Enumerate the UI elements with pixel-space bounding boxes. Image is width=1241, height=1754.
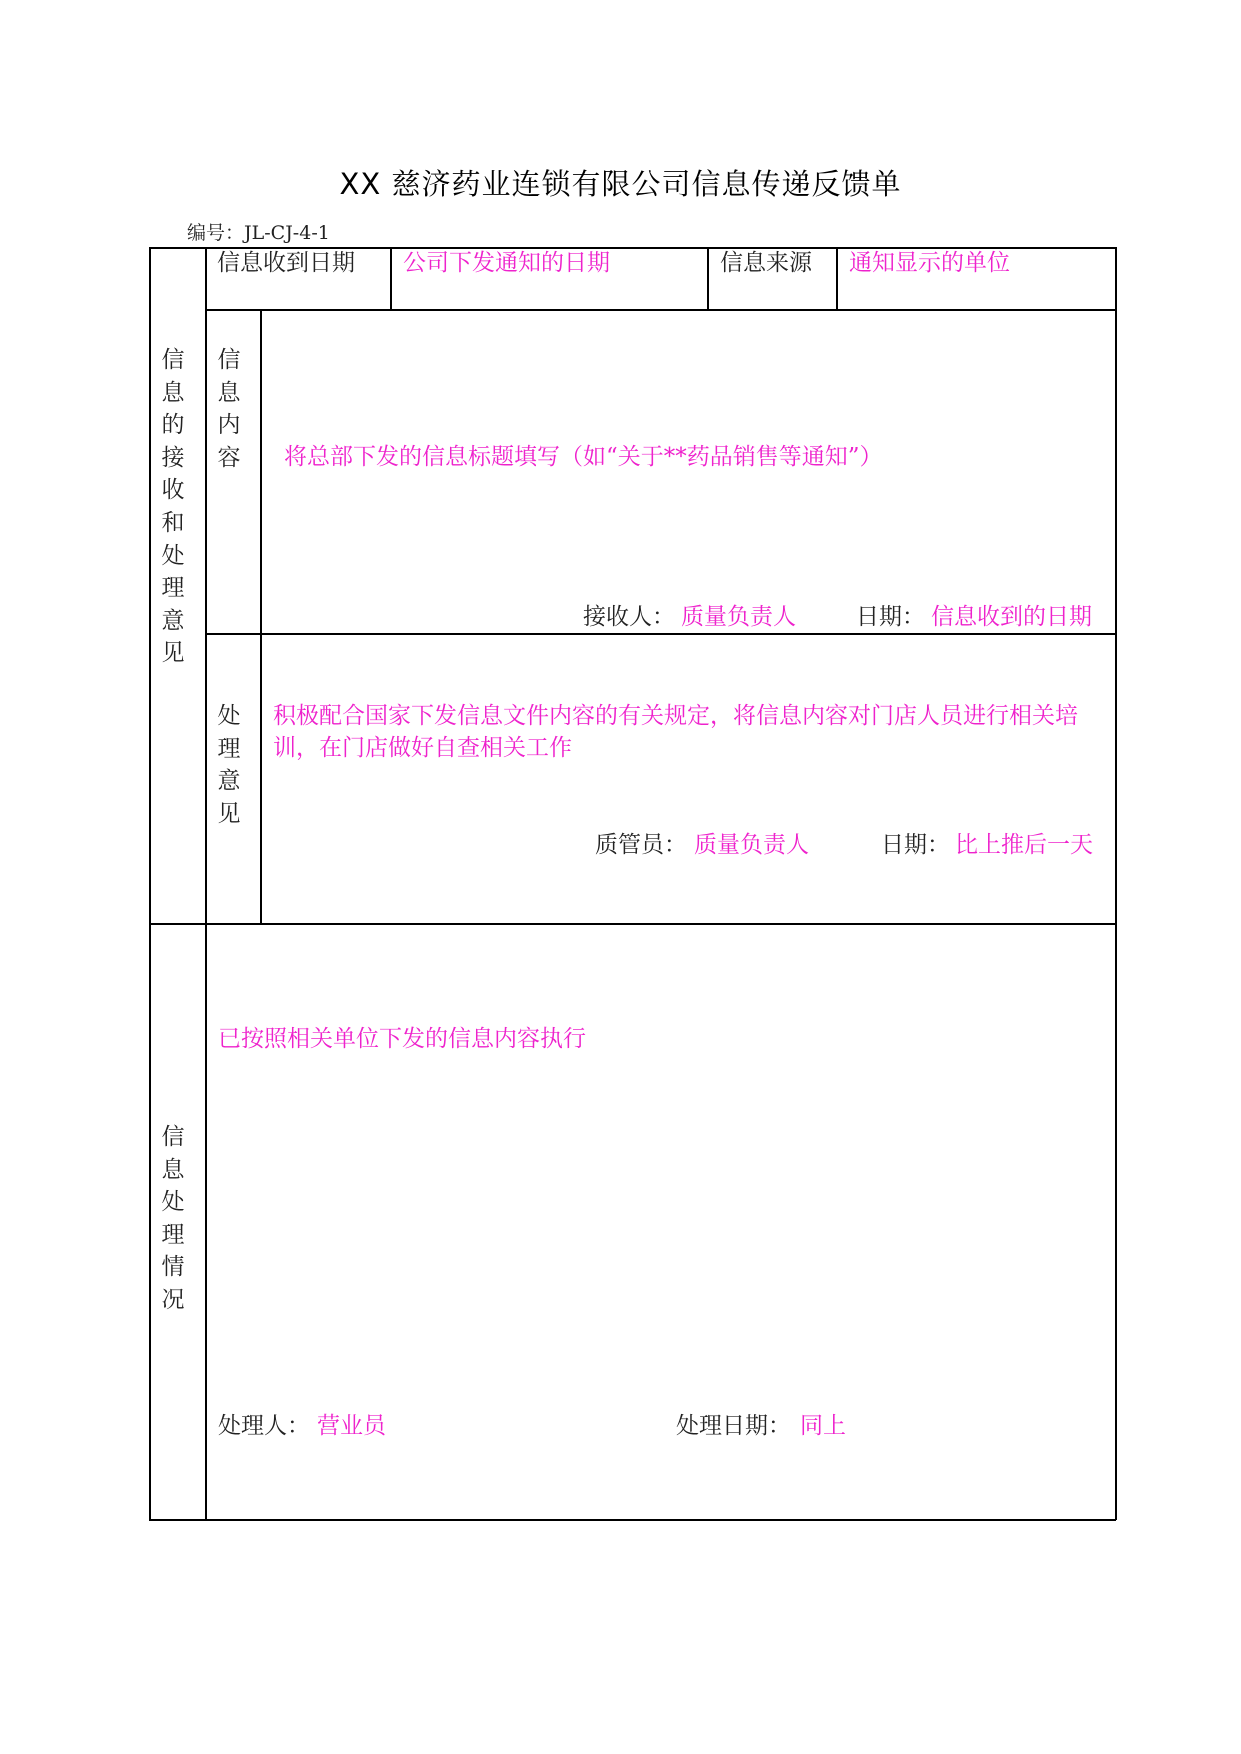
- receiver-label: 接收人：: [583, 604, 675, 630]
- table-column-divider: [836, 247, 838, 310]
- table-column-divider: [707, 247, 709, 310]
- opinion-text[interactable]: 积极配合国家下发信息文件内容的有关规定，将信息内容对门店人员进行相关培训，在门店做好自查相关工作: [273, 703, 1078, 761]
- table-column-divider: [390, 247, 392, 310]
- handle-date-value[interactable]: 同上: [800, 1413, 846, 1439]
- handle-date-label: 处理日期：: [676, 1413, 791, 1439]
- table-row-divider: [205, 633, 1116, 635]
- table-column-divider: [205, 247, 207, 1520]
- qa-date-label: 日期：: [881, 832, 950, 858]
- receiver-value[interactable]: 质量负责人: [681, 604, 796, 630]
- content-label: 信 息 内 容: [217, 347, 241, 471]
- receipt-date-value[interactable]: 公司下发通知的日期: [403, 250, 610, 276]
- section-label-receipt-and-opinion: 信 息 的 接 收 和 处 理 意 见: [161, 347, 185, 667]
- table-border-left: [149, 247, 151, 1520]
- form-title: XX 慈济药业连锁有限公司信息传递反馈单: [339, 167, 902, 201]
- qa-value[interactable]: 质量负责人: [694, 832, 809, 858]
- qa-label: 质管员：: [595, 832, 687, 858]
- receiver-date-label: 日期：: [856, 604, 925, 630]
- table-row-divider: [205, 309, 1116, 311]
- status-text[interactable]: 已按照相关单位下发的信息内容执行: [218, 1026, 586, 1052]
- table-border-bottom: [149, 1519, 1116, 1521]
- qa-date-value[interactable]: 比上推后一天: [955, 832, 1093, 858]
- source-label: 信息来源: [720, 250, 812, 276]
- document-number: 编号：JL-CJ-4-1: [187, 222, 330, 244]
- receiver-date-value[interactable]: 信息收到的日期: [931, 604, 1092, 630]
- table-column-divider: [260, 309, 262, 924]
- receipt-date-label: 信息收到日期: [217, 250, 355, 276]
- section-label-handling-status: 信 息 处 理 情 况: [161, 1124, 185, 1313]
- table-border-right: [1115, 247, 1117, 1520]
- table-section-divider: [149, 923, 1116, 925]
- handler-value[interactable]: 营业员: [317, 1413, 386, 1439]
- opinion-label: 处 理 意 见: [217, 703, 241, 827]
- handler-label: 处理人：: [218, 1413, 310, 1439]
- content-text[interactable]: 将总部下发的信息标题填写（如“关于**药品销售等通知”）: [284, 444, 883, 470]
- source-value[interactable]: 通知显示的单位: [849, 250, 1010, 276]
